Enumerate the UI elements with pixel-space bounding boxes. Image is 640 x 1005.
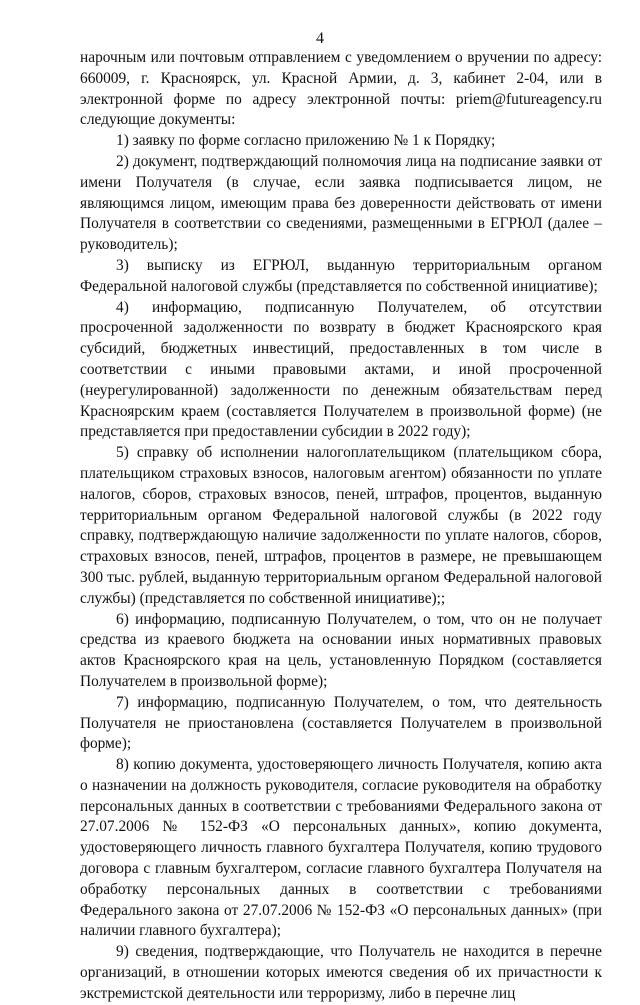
list-item-9: 9) сведения, подтверждающие, что Получатель не находится в перечне организаций, в отношении которых имеются сведения об их причастности к экстремистской деятельности или терроризму, либо в перечне лиц — [80, 943, 602, 1002]
list-item-8: 8) копию документа, удостоверяющего личность Получателя, копию акта о назначении на должность руководителя, согласие руководителя на обработку персональных данных в соответствии с требованиями Федерального закона от 27.07.2006 № 152-ФЗ «О персональных данных», копию документа, удостоверяющего личность главного бухгалтера Получателя, копию трудового договора с главным бухгалтером, согласие главного бухгалтера Получателя на обработку персональных данных в соответствии с требованиями Федерального закона от 27.07.2006 № 152-ФЗ «О персональных данных» (при наличии главного бухгалтера); — [80, 756, 602, 940]
list-item-5: 5) справку об исполнении налогоплательщиком (плательщиком сбора, плательщиком страховых взносов, налоговым агентом) обязанности по уплате налогов, сборов, страховых взносов, пеней, штрафов, процентов, выданную территориальным органом Федеральной налоговой службы (в 2022 году справку, подтверждающую наличие задолженности по уплате налогов, сборов, страховых взносов, пеней, штрафов, процентов в размере, не превышающем 300 тыс. рублей, выданную территориальным органом Федеральной налоговой службы) (представляется по собственной инициативе);; — [80, 444, 602, 607]
list-item-3: 3) выписку из ЕГРЮЛ, выданную территориальным органом Федеральной налоговой службы (представляется по собственной инициативе); — [80, 256, 602, 295]
list-item-4: 4) информацию, подписанную Получателем, об отсутствии просроченной задолженности по возврату в бюджет Красноярского края субсидий, бюджетных инвестиций, предоставленных в том числе в соответствии с иными правовыми актами, и иной просроченной (неурегулированной) задолженности по денежным обязательствам перед Красноярским краем (составляется Получателем в произвольной форме) (не представляется при предоставлении субсидии в 2022 году); — [80, 298, 602, 441]
list-item-1: 1) заявку по форме согласно приложению № 1 к Порядку; — [116, 132, 496, 150]
document-body — [80, 48, 602, 1005]
list-item-7: 7) информацию, подписанную Получателем, о том, что деятельность Получателя не приостановлена (составляется Получателем в произвольной форме); — [80, 693, 602, 753]
paragraph-intro: нарочным или почтовым отправлением с уведомлением о вручении по адресу: 660009, г. Красноярск, ул. Красной Армии, д. 3, кабинет 2-04, или в электронной форме по адресу электронной почты: priem@futureagency.ru следующие документы: — [80, 49, 602, 129]
list-item-2: 2) документ, подтверждающий полномочия лица на подписание заявки от имени Получателя (в случае, если заявка подписывается лицом, не являющимся лицом, имеющим права без доверенности действовать от имени Получателя в соответствии со сведениями, размещенными в ЕГРЮЛ (далее – руководитель); — [80, 152, 602, 254]
list-item-6: 6) информацию, подписанную Получателем, о том, что он не получает средства из краевого бюджета на основании иных нормативных правовых актов Красноярского края на цель, установленную Порядком (составляется Получателем в произвольной форме); — [80, 610, 602, 690]
page-number: 4 — [316, 30, 324, 47]
